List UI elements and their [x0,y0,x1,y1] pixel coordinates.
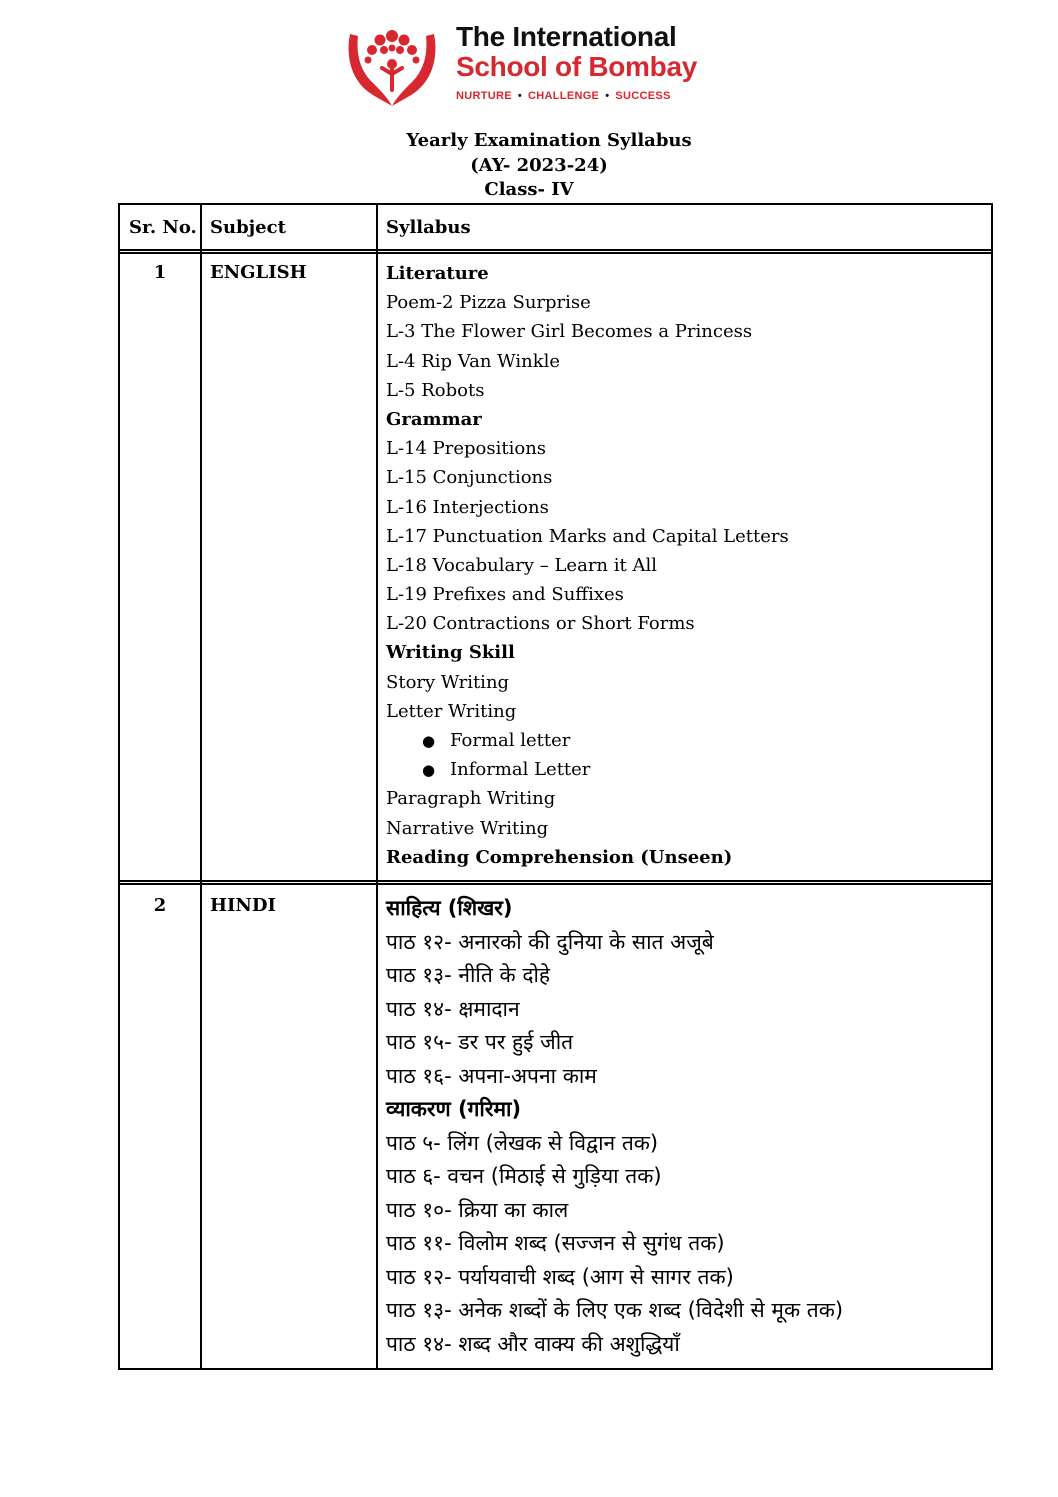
syllabus-item [386,758,789,787]
syllabus-item [386,1128,843,1162]
syllabus-item-text: पाठ ६- वचन (मिठाई से गुड़िया तक) [386,1164,662,1188]
syllabus-item [386,1295,843,1329]
row-2-sr-no: 2 [153,895,167,916]
syllabus-item [386,927,843,961]
syllabus-table [118,203,993,1370]
syllabus-item [386,437,789,466]
syllabus-item-text: पाठ १३- अनेक शब्दों के लिए एक शब्द (विदेशी से मूक तक) [386,1298,844,1322]
syllabus-item-text: साहित्य (शिखर) [386,896,513,920]
syllabus-item [386,554,789,583]
bullet-icon: ● [422,732,436,750]
academic-year: (AY- 2023-24) [470,155,608,176]
syllabus-section-heading [386,262,789,291]
syllabus-item-text: L-20 Contractions or Short Forms [386,613,695,635]
syllabus-item [386,1195,843,1229]
syllabus-item [386,787,789,816]
english-syllabus-list [386,262,789,875]
syllabus-item-text: Literature [386,263,489,284]
column-divider [200,205,202,1368]
syllabus-item [386,379,789,408]
syllabus-item [386,1329,843,1363]
syllabus-item-text: L-17 Punctuation Marks and Capital Letters [386,525,789,547]
syllabus-item-text: L-5 Robots [386,379,485,401]
syllabus-item [386,583,789,612]
syllabus-section-heading [386,1094,843,1128]
syllabus-section-heading [386,408,789,437]
document-title: Yearly Examination Syllabus [406,130,692,151]
syllabus-item-text: Grammar [386,408,482,430]
syllabus-item-text: व्याकरण (गरिमा) [386,1097,522,1121]
syllabus-item-text: Writing Skill [386,642,515,664]
header-syllabus: Syllabus [386,217,471,238]
row-divider [120,249,991,251]
syllabus-item [386,960,843,994]
school-logo [344,21,697,112]
row-divider [120,883,991,885]
logo-tagline: NURTURE • CHALLENGE • SUCCESS [456,90,671,102]
syllabus-item [386,525,789,554]
syllabus-item [386,1262,843,1296]
syllabus-item-text: Informal Letter [450,759,591,781]
syllabus-item-text: Story Writing [386,671,510,693]
syllabus-item-text: पाठ ५- लिंग (लेखक से विद्वान तक) [386,1130,659,1155]
row-2-subject: HINDI [210,895,276,916]
row-1-subject: ENGLISH [210,262,307,283]
syllabus-item [386,1228,843,1262]
syllabus-item-text: L-4 Rip Van Winkle [386,350,561,372]
syllabus-item-text: L-18 Vocabulary – Learn it All [386,554,657,576]
hindi-syllabus-list [386,893,843,1362]
syllabus-item-text: L-16 Interjections [386,496,549,518]
syllabus-item [386,350,789,379]
syllabus-item [386,994,843,1028]
header-subject: Subject [210,217,286,238]
syllabus-section-heading [386,893,843,927]
syllabus-item [386,729,789,758]
column-divider [376,205,378,1368]
syllabus-item-text: पाठ १२- अनारको की दुनिया के सात अजूबे [386,929,714,954]
syllabus-item-text: Letter Writing [386,700,517,722]
syllabus-item-text: पाठ १४- शब्द और वाक्य की अशुद्धियाँ [386,1331,680,1356]
row-1-sr-no: 1 [153,262,167,283]
syllabus-item-text: L-14 Prepositions [386,438,547,460]
syllabus-item-text: पाठ १६- अपना-अपना काम [386,1063,597,1088]
syllabus-item [386,671,789,700]
syllabus-item-text: L-3 The Flower Girl Becomes a Princess [386,321,753,343]
syllabus-item [386,291,789,320]
syllabus-item-text: Narrative Writing [386,817,549,839]
tagline-nurture: NURTURE [456,90,512,102]
syllabus-item-text: L-15 Conjunctions [386,467,553,489]
logo-school-name-line2: School of Bombay [456,51,697,82]
tree-hands-logo-icon [344,24,440,108]
logo-school-name-line1: The International [456,21,677,52]
syllabus-item [386,320,789,349]
syllabus-item [386,1027,843,1061]
syllabus-item [386,1061,843,1095]
bullet-icon: ● [422,761,436,780]
syllabus-item-text: Formal letter [450,730,571,751]
syllabus-item [386,612,789,641]
syllabus-item-text: पाठ १३- नीति के दोहे [386,963,551,987]
syllabus-item [386,700,789,729]
row-divider [120,880,991,882]
tagline-challenge: CHALLENGE [528,90,600,102]
syllabus-item [386,466,789,495]
tagline-success: SUCCESS [615,90,671,102]
syllabus-item-text: पाठ १०- क्रिया का काल [386,1197,569,1222]
syllabus-item-text: Reading Comprehension (Unseen) [386,846,733,868]
syllabus-item-text: पाठ १५- डर पर हुई जीत [386,1030,574,1054]
class-label: Class- IV [484,179,574,200]
syllabus-item-text: Poem-2 Pizza Surprise [386,292,591,314]
syllabus-section-heading [386,846,789,875]
header-sr-no: Sr. No. [129,217,197,238]
syllabus-item-text: पाठ १४- क्षमादान [386,996,520,1021]
syllabus-item [386,817,789,846]
syllabus-item-text: Paragraph Writing [386,788,556,810]
syllabus-item-text: L-19 Prefixes and Suffixes [386,584,624,606]
syllabus-section-heading [386,641,789,670]
syllabus-item [386,496,789,525]
syllabus-item-text: पाठ १२- पर्यायवाची शब्द (आग से सागर तक) [386,1264,734,1289]
syllabus-item [386,1161,843,1195]
syllabus-item-text: पाठ ११- विलोम शब्द (सज्जन से सुगंध तक) [386,1231,725,1255]
row-divider [120,252,991,254]
